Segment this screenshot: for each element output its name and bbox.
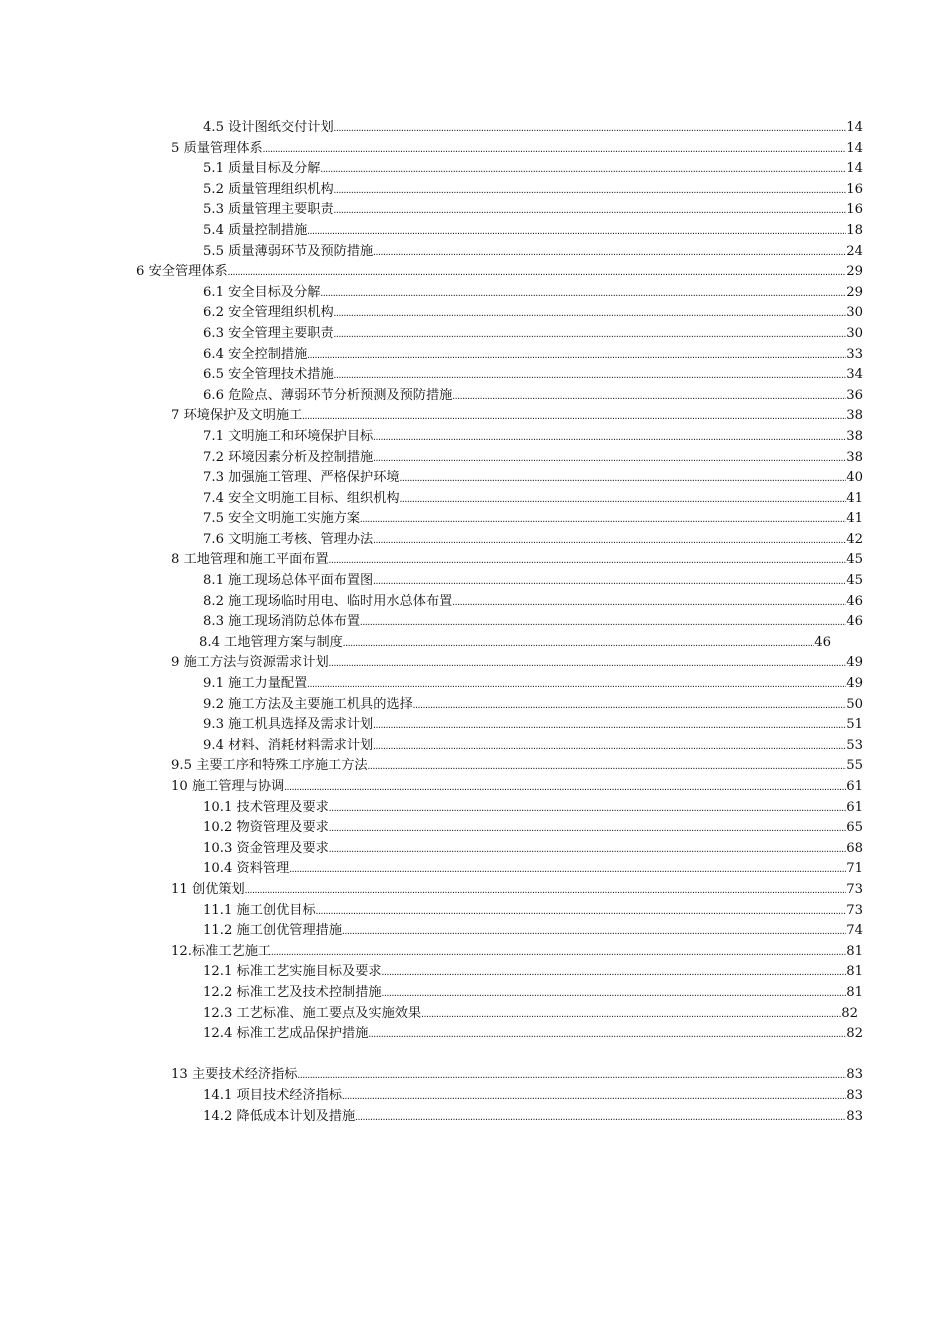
toc-entry-5-1[interactable] <box>0 159 863 180</box>
toc-leader <box>316 902 847 923</box>
toc-leader <box>373 449 846 470</box>
toc-leader <box>373 243 846 264</box>
toc-entry-title: 9.1 施工力量配置 <box>203 676 308 692</box>
toc-entry-page: 49 <box>846 676 863 692</box>
toc-entry-title: 9.3 施工机具选择及需求计划 <box>203 717 374 733</box>
toc-entry-10[interactable] <box>0 777 863 798</box>
toc-entry-8-1[interactable] <box>0 571 863 592</box>
toc-leader <box>360 510 846 531</box>
toc-entry-page: 33 <box>846 346 863 362</box>
toc-leader <box>307 346 846 367</box>
toc-entry-page: 51 <box>846 717 863 733</box>
toc-entry-title: 7.3 加强施工管理、严格保护环境 <box>203 470 400 486</box>
toc-entry-9-5[interactable] <box>0 756 863 777</box>
toc-leader <box>360 613 846 634</box>
toc-entry-13[interactable] <box>0 1065 863 1086</box>
toc-entry-title: 6.2 安全管理组织机构 <box>203 305 334 321</box>
toc-entry-title: 10 施工管理与协调 <box>171 779 285 794</box>
toc-entry-page: 46 <box>846 614 863 630</box>
toc-leader <box>271 943 846 964</box>
toc-entry-page: 14 <box>846 161 863 177</box>
toc-leader <box>342 1087 846 1108</box>
toc-entry-14-1[interactable] <box>0 1086 863 1107</box>
toc-entry-12-2[interactable] <box>0 983 863 1004</box>
toc-entry-page: 41 <box>846 511 863 527</box>
toc-leader <box>342 922 846 943</box>
toc-entry-title: 13 主要技术经济指标 <box>171 1067 298 1083</box>
toc-entry-page: 49 <box>846 655 863 671</box>
toc-entry-title: 8.2 施工现场临时用电、临时用水总体布置 <box>203 593 453 609</box>
toc-entry-page: 83 <box>846 1087 863 1103</box>
toc-leader <box>343 634 814 655</box>
toc-entry-title: 7 环境保护及文明施工 <box>171 408 303 424</box>
toc-entry-6[interactable] <box>0 262 863 283</box>
toc-entry-9-4[interactable] <box>0 736 863 757</box>
toc-entry-page: 71 <box>846 861 863 877</box>
toc-entry-page: 45 <box>846 552 863 568</box>
toc-entry-7-3[interactable] <box>0 468 863 489</box>
toc-leader <box>320 160 846 181</box>
toc-entry-page: 38 <box>846 408 863 424</box>
toc-entry-page: 83 <box>846 1108 863 1124</box>
toc-entry-page: 38 <box>846 428 863 444</box>
toc-entry-title: 8.4 工地管理方案与制度 <box>199 634 343 650</box>
toc-leader <box>382 984 847 1005</box>
toc-entry-11-1[interactable] <box>0 901 863 922</box>
toc-entry-8-4[interactable] <box>0 633 831 654</box>
toc-entry-title: 5.2 质量管理组织机构 <box>203 181 334 197</box>
toc-leader <box>307 222 846 243</box>
toc-entry-page: 45 <box>846 573 863 589</box>
toc-entry-title: 7.1 文明施工和环境保护目标 <box>203 428 374 444</box>
toc-leader <box>284 778 846 799</box>
toc-entry-page: 16 <box>846 202 863 218</box>
toc-entry-12[interactable] <box>0 942 863 963</box>
toc-entry-page: 30 <box>846 305 863 321</box>
toc-entry-5-5[interactable] <box>0 242 863 263</box>
toc-leader <box>452 593 846 614</box>
toc-leader <box>413 696 846 717</box>
toc-entry-5-4[interactable] <box>0 221 863 242</box>
toc-entry-8-2[interactable] <box>0 592 863 613</box>
toc-leader <box>302 407 846 428</box>
toc-leader <box>373 572 846 593</box>
toc-entry-page: 34 <box>846 367 863 383</box>
toc-entry-14-2[interactable] <box>0 1107 863 1128</box>
toc-entry-page: 68 <box>846 840 863 856</box>
toc-entry-title: 9.2 施工方法及主要施工机具的选择 <box>203 696 413 712</box>
toc-entry-page: 41 <box>846 490 863 506</box>
toc-entry-7-6[interactable] <box>0 530 863 551</box>
toc-entry-page: 30 <box>846 325 863 341</box>
toc-leader <box>373 737 846 758</box>
toc-entry-5-2[interactable] <box>0 180 863 201</box>
toc-entry-page: 16 <box>846 181 863 197</box>
toc-entry-title: 11.1 施工创优目标 <box>203 902 316 918</box>
toc-entry-12-3[interactable] <box>0 1004 858 1025</box>
toc-entry-page: 53 <box>846 737 863 753</box>
toc-leader <box>373 428 846 449</box>
toc-entry-title: 9 施工方法与资源需求计划 <box>171 655 329 671</box>
toc-entry-title: 7.4 安全文明施工目标、组织机构 <box>203 490 400 506</box>
toc-entry-title: 12.1 标准工艺实施目标及要求 <box>203 964 382 980</box>
toc-entry-5-3[interactable] <box>0 200 863 221</box>
toc-leader <box>329 819 846 840</box>
toc-entry-8[interactable] <box>0 550 863 571</box>
toc-entry-page: 46 <box>814 634 831 650</box>
toc-entry-6-4[interactable] <box>0 345 863 366</box>
toc-entry-page: 29 <box>846 284 863 300</box>
toc-entry-title: 5.4 质量控制措施 <box>203 222 308 238</box>
toc-entry-7[interactable] <box>0 406 863 427</box>
toc-entry-9-3[interactable] <box>0 715 863 736</box>
toc-leader <box>228 263 847 284</box>
toc-entry-title: 6.5 安全管理技术措施 <box>203 367 334 383</box>
toc-leader <box>334 201 847 222</box>
toc-entry-title: 5 质量管理体系 <box>171 140 263 156</box>
toc-entry-6-2[interactable] <box>0 303 863 324</box>
toc-entry-title: 10.4 资料管理 <box>203 861 290 877</box>
toc-entry-9-1[interactable] <box>0 674 863 695</box>
blank-line <box>0 1045 950 1066</box>
toc-entry-10-2[interactable] <box>0 818 863 839</box>
toc-entry-title: 12.4 标准工艺成品保护措施 <box>203 1026 369 1042</box>
toc-entry-4-5[interactable] <box>0 118 863 139</box>
toc-entry-page: 29 <box>846 264 863 280</box>
toc-leader <box>373 531 846 552</box>
toc-leader <box>329 551 847 572</box>
toc-entry-page: 83 <box>846 1067 863 1083</box>
toc-entry-title: 6 安全管理体系 <box>136 264 228 280</box>
toc-leader <box>329 654 847 675</box>
toc-entry-title: 10.1 技术管理及要求 <box>203 799 329 815</box>
toc-entry-title: 6.4 安全控制措施 <box>203 346 308 362</box>
toc-entry-title: 11 创优策划 <box>171 881 245 897</box>
toc-entry-page: 81 <box>846 943 863 959</box>
toc-entry-page: 82 <box>841 1005 858 1021</box>
toc-entry-title: 6.6 危险点、薄弱环节分析预测及预防措施 <box>203 387 453 403</box>
toc-entry-7-4[interactable] <box>0 489 863 510</box>
toc-entry-title: 8.1 施工现场总体平面布置图 <box>203 573 374 589</box>
toc-entry-title: 5.1 质量目标及分解 <box>203 161 321 177</box>
toc-leader <box>355 1108 846 1129</box>
toc-entry-title: 12.2 标准工艺及技术控制措施 <box>203 984 382 1000</box>
toc-entry-page: 73 <box>846 881 863 897</box>
toc-leader <box>334 325 847 346</box>
toc-entry-page: 55 <box>846 758 863 774</box>
toc-entry-10-4[interactable] <box>0 859 863 880</box>
toc-entry-title: 7.5 安全文明施工实施方案 <box>203 511 361 527</box>
toc-entry-page: 38 <box>846 449 863 465</box>
toc-entry-title: 5.5 质量薄弱环节及预防措施 <box>203 243 374 259</box>
toc-entry-page: 50 <box>846 696 863 712</box>
toc-entry-title: 12.标准工艺施工 <box>171 943 272 959</box>
toc-leader <box>245 881 846 902</box>
toc-entry-title: 7.2 环境因素分析及控制措施 <box>203 449 374 465</box>
toc-entry-page: 46 <box>846 593 863 609</box>
toc-leader <box>307 675 846 696</box>
toc-leader <box>368 1025 846 1046</box>
toc-leader <box>320 284 846 305</box>
toc-leader <box>329 840 846 861</box>
toc-entry-6-1[interactable] <box>0 283 863 304</box>
toc-entry-title: 8 工地管理和施工平面布置 <box>171 552 329 568</box>
toc-entry-title: 9.4 材料、消耗材料需求计划 <box>203 737 374 753</box>
toc-entry-page: 42 <box>846 531 863 547</box>
toc-entry-6-3[interactable] <box>0 324 863 345</box>
toc-entry-page: 82 <box>846 1026 863 1042</box>
toc-leader <box>373 716 846 737</box>
toc-entry-page: 40 <box>846 470 863 486</box>
toc-leader <box>382 963 847 984</box>
toc-entry-page: 36 <box>846 387 863 403</box>
toc-leader <box>421 1005 841 1026</box>
toc-entry-page: 73 <box>846 902 863 918</box>
toc-entry-10-1[interactable] <box>0 798 863 819</box>
toc-leader <box>368 757 847 778</box>
toc-entry-page: 81 <box>846 964 863 980</box>
toc-entry-title: 10.2 物资管理及要求 <box>203 820 329 836</box>
toc-entry-12-1[interactable] <box>0 962 863 983</box>
toc-leader <box>334 366 847 387</box>
toc-entry-title: 14.2 降低成本计划及措施 <box>203 1108 356 1124</box>
toc-entry-title: 11.2 施工创优管理措施 <box>203 923 343 939</box>
toc-entry-title: 7.6 文明施工考核、管理办法 <box>203 531 374 547</box>
toc-entry-9[interactable] <box>0 653 863 674</box>
toc-entry-11[interactable] <box>0 880 863 901</box>
toc-leader <box>400 490 847 511</box>
toc-entry-page: 14 <box>846 120 863 135</box>
toc-entry-page: 14 <box>846 140 863 156</box>
toc-entry-page: 61 <box>846 779 863 794</box>
toc-entry-title: 8.3 施工现场消防总体布置 <box>203 614 361 630</box>
toc-entry-title: 9.5 主要工序和特殊工序施工方法 <box>171 758 368 774</box>
toc-entry-8-3[interactable] <box>0 612 863 633</box>
toc-leader <box>329 799 846 820</box>
toc-entry-title: 6.3 安全管理主要职责 <box>203 325 334 341</box>
toc-entry-page: 74 <box>846 923 863 939</box>
toc-entry-9-2[interactable] <box>0 695 863 716</box>
table-of-contents <box>0 118 950 1127</box>
toc-entry-6-5[interactable] <box>0 365 863 386</box>
toc-leader <box>334 304 847 325</box>
toc-entry-page: 24 <box>846 243 863 259</box>
toc-leader <box>334 119 847 140</box>
toc-entry-5[interactable] <box>0 139 863 160</box>
toc-entry-title: 14.1 项目技术经济指标 <box>203 1087 343 1103</box>
toc-entry-title: 10.3 资金管理及要求 <box>203 840 329 856</box>
toc-leader <box>334 181 847 202</box>
toc-entry-10-3[interactable] <box>0 839 863 860</box>
toc-entry-title: 4.5 设计图纸交付计划 <box>203 120 334 135</box>
toc-entry-title: 5.3 质量管理主要职责 <box>203 202 334 218</box>
toc-leader <box>452 387 846 408</box>
toc-leader <box>297 1066 846 1087</box>
toc-entry-title: 12.3 工艺标准、施工要点及实施效果 <box>203 1005 422 1021</box>
toc-entry-12-4[interactable] <box>0 1024 863 1045</box>
toc-entry-7-1[interactable] <box>0 427 863 448</box>
toc-entry-title: 6.1 安全目标及分解 <box>203 284 321 300</box>
toc-leader <box>263 140 847 161</box>
toc-leader <box>289 860 846 881</box>
toc-entry-page: 61 <box>846 799 863 815</box>
toc-entry-7-2[interactable] <box>0 448 863 469</box>
toc-entry-page: 65 <box>846 820 863 836</box>
toc-entry-11-2[interactable] <box>0 921 863 942</box>
toc-entry-6-6[interactable] <box>0 386 863 407</box>
toc-entry-page: 81 <box>846 984 863 1000</box>
toc-entry-page: 18 <box>846 222 863 238</box>
toc-leader <box>400 469 847 490</box>
toc-entry-7-5[interactable] <box>0 509 863 530</box>
